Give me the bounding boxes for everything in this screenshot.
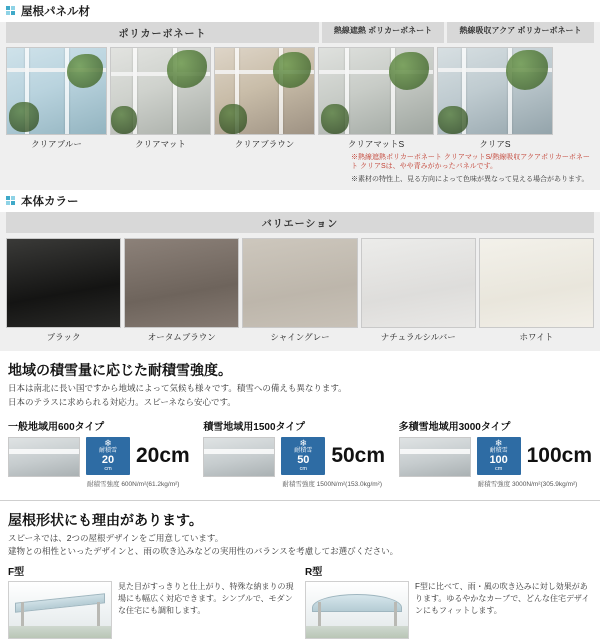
body-color-caption: ブラック [46, 332, 81, 343]
panel-swatch-image [110, 47, 211, 135]
roof-type-image-r [305, 581, 409, 639]
snow-badge [86, 437, 130, 476]
panel-swatch [110, 47, 211, 150]
panel-swatch [318, 47, 434, 150]
bar-variation: バリエーション [6, 212, 594, 233]
body-color-item [6, 238, 121, 343]
panel-note-red: ※熱線遮熱ポリカーボネート クリアマットS/熱線吸収アクアポリカーボネート クリアSは、やや青みがかったパネルです。 [351, 154, 590, 171]
roof-section-text-2: 建物との相性といったデザインと、雨の吹き込みなどの実用性のバランスを考慮してお選びください。 [8, 546, 399, 557]
body-color-caption: オータムブラウン [147, 332, 216, 343]
snow-type-item [399, 418, 592, 488]
roof-type-row [0, 559, 600, 639]
snow-type-image [399, 437, 471, 477]
roof-type-desc: 見た目がすっきりと仕上がり、特殊な納まりの現場にも幅広く対応できます。シンプルで、モダンな住宅にも調和します。 [118, 581, 294, 616]
panel-swatch-row [6, 47, 594, 150]
body-color-swatch [242, 238, 357, 328]
snow-badge [477, 437, 521, 476]
snow-value: 50cm [331, 443, 386, 467]
panel-swatch-image [214, 47, 315, 135]
snowflake-icon: ❄ [104, 437, 112, 448]
roof-type-item [8, 563, 295, 639]
roof-type-image-f [8, 581, 112, 639]
snow-type-heading: 一般地域用600タイプ [8, 421, 105, 433]
snowflake-icon: ❄ [494, 437, 503, 448]
panel-swatch [214, 47, 315, 150]
roof-section-title: 屋根形状にも理由があります。 [8, 511, 203, 528]
body-color-item [479, 238, 594, 343]
snow-badge-label: 耐積雪 [98, 447, 117, 454]
body-color-item [124, 238, 239, 343]
body-color-item [361, 238, 476, 343]
section-mark-icon [6, 196, 16, 206]
panel-swatch-caption: クリアマットS [347, 139, 405, 149]
snow-spec-label: 耐積雪強度 [282, 480, 315, 488]
body-color-caption: シャイングレー [270, 332, 330, 343]
panel-swatch [6, 47, 107, 150]
snow-type-image [8, 437, 80, 477]
snow-spec-value: 3000N/m²(305.9kg/m²) [511, 480, 578, 488]
snow-badge-label: 耐積雪 [489, 447, 508, 454]
snow-badge-unit: cm [104, 466, 112, 473]
snow-section-text-1: 日本は南北に長い国ですから地域によって気候も様々です。積雪への備えも異なります。 [8, 383, 347, 394]
snow-spec-line [399, 479, 592, 488]
roof-type-item [305, 563, 592, 639]
snow-spec-line [203, 479, 392, 488]
body-color-item [242, 238, 357, 343]
snow-spec-value: 600N/m²(61.2kg/m²) [121, 480, 180, 488]
section-header-panel-material [0, 0, 600, 22]
panel-note-dark: ※素材の特性上、見る方向によって色味が異なって見える場合があります。 [351, 175, 589, 183]
snow-section-text-2: 日本のテラスに求められる対応力。スピーネなら安心です。 [8, 396, 236, 407]
roof-type-label: F型 [8, 566, 25, 578]
panel-category-bars [6, 22, 594, 43]
body-color-swatch [479, 238, 594, 328]
body-color-row [6, 238, 594, 343]
snow-type-image [203, 437, 275, 477]
panel-swatch [437, 47, 553, 150]
roof-type-label: R型 [305, 566, 323, 578]
snow-spec-line [8, 479, 197, 488]
section-title-panel: 屋根パネル材 [21, 6, 90, 18]
panel-swatch-caption: クリアブルー [31, 139, 82, 149]
panel-swatch-caption: クリアS [479, 139, 511, 149]
panel-material-block [0, 22, 600, 190]
section-mark-icon [6, 6, 16, 16]
snow-type-row [0, 410, 600, 492]
snow-value: 100cm [526, 443, 593, 467]
roof-type-desc: F型に比べて、雨・風の吹き込みに対し効果があります。ゆるやかなカーブで、どんな住宅デザインにもフィットします。 [415, 581, 590, 616]
panel-swatch-image [437, 47, 553, 135]
snow-spec-label: 耐積雪強度 [477, 480, 511, 488]
section-title-body-color: 本体カラー [21, 196, 79, 209]
bar-heat-aqua: 熱線吸収アクア ポリカーボネート [447, 22, 594, 43]
body-color-swatch [124, 238, 239, 328]
panel-swatch-image [318, 47, 434, 135]
snow-badge-value: 20 [101, 454, 115, 467]
snow-type-item [203, 418, 392, 488]
snow-badge-unit: cm [299, 466, 307, 473]
snow-badge-label: 耐積雪 [294, 447, 313, 454]
snow-type-heading: 多積雪地域用3000タイプ [398, 421, 511, 433]
body-color-swatch [361, 238, 476, 328]
panel-swatch-caption: クリアマット [135, 139, 186, 149]
snow-badge-unit: cm [494, 466, 503, 473]
section-header-body-color [0, 190, 600, 212]
snow-spec-label: 耐積雪強度 [87, 480, 120, 488]
snow-value: 20cm [136, 443, 190, 467]
snow-badge-value: 100 [489, 454, 508, 467]
snow-type-item [8, 418, 197, 488]
snowflake-icon: ❄ [299, 437, 308, 448]
snow-spec-value: 1500N/m²(153.0kg/m²) [316, 480, 383, 488]
panel-swatch-caption: クリアブラウン [234, 139, 295, 149]
body-color-caption: ナチュラルシルバー [380, 332, 456, 343]
panel-swatch-image [6, 47, 107, 135]
snow-badge [281, 437, 325, 476]
snow-badge-value: 50 [297, 454, 310, 467]
snow-section-title: 地域の積雪量に応じた耐積雪強度。 [8, 362, 232, 379]
snow-type-heading: 積雪地域用1500タイプ [203, 421, 306, 433]
bar-polycarbonate: ポリカーボネート [6, 22, 319, 43]
roof-section-text-1: スピーネでは、2つの屋根デザインをご用意しています。 [8, 532, 224, 543]
body-color-block [0, 212, 600, 351]
body-color-swatch [6, 238, 121, 328]
body-color-caption: ホワイト [519, 332, 554, 343]
bar-heat-cut: 熱線遮熱 ポリカーボネート [322, 22, 444, 43]
